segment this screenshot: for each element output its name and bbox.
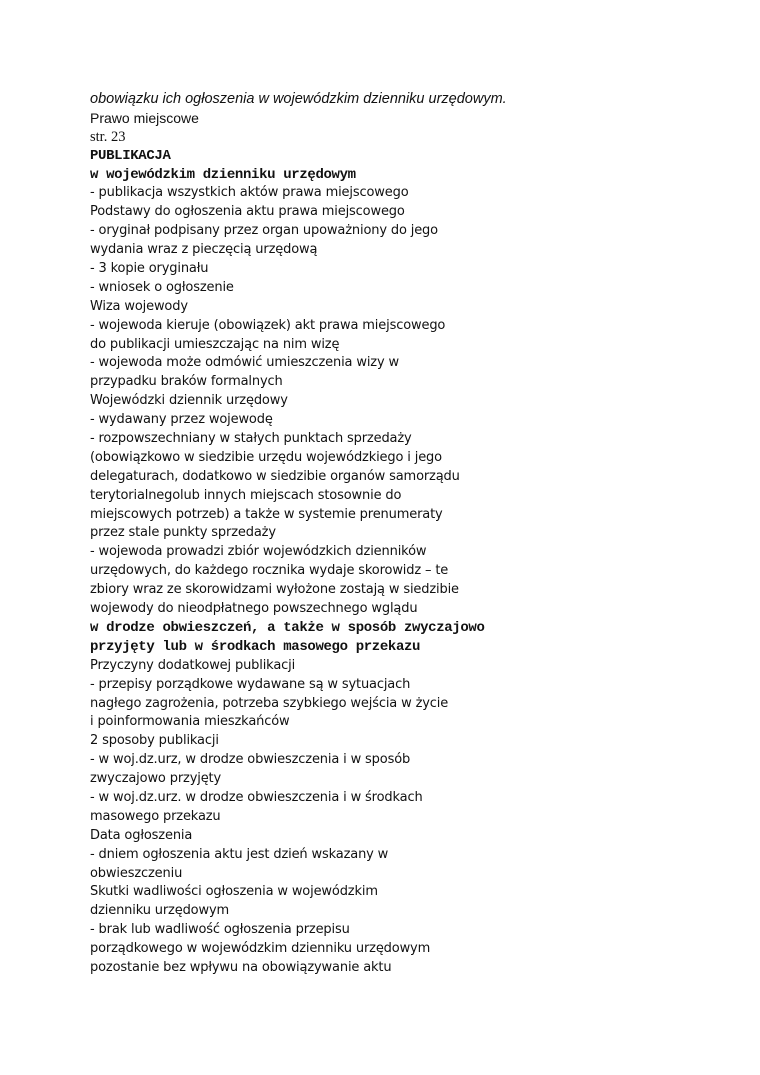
text-line: terytorialnegolub innych miejscach stosownie do (90, 487, 402, 503)
text-line: przypadku braków formalnych (90, 374, 283, 390)
text-line: obwieszczeniu (90, 865, 183, 881)
text-line: zbiory wraz ze skorowidzami wyłożone zostają w siedzibie (90, 582, 459, 598)
text-line: i poinformowania mieszkańców (90, 714, 290, 730)
text-line: urzędowych, do każdego rocznika wydaje skorowidz – te (90, 563, 449, 579)
section-heading-line: w wojewódzkim dzienniku urzędowym (90, 166, 356, 183)
text-line: wydania wraz z pieczęcią urzędową (90, 242, 318, 258)
text-line: - wojewoda może odmówić umieszczenia wizy w (90, 355, 399, 371)
text-line: Przyczyny dodatkowej publikacji (90, 657, 296, 673)
italic-text-line: obowiązku ich ogłoszenia w wojewódzkim dzienniku urzędowym. (90, 91, 507, 107)
text-line: - wojewoda kieruje (obowiązek) akt prawa miejscowego (90, 317, 446, 333)
text-line: - rozpowszechniany w stałych punktach sprzedaży (90, 431, 412, 447)
text-line: nagłego zagrożenia, potrzeba szybkiego wejścia w życie (90, 695, 449, 711)
text-line: - w woj.dz.urz. w drodze obwieszczenia i w środkach (90, 789, 423, 805)
document-page (90, 90, 690, 978)
text-line: 2 sposoby publikacji (90, 733, 219, 749)
text-line: - oryginał podpisany przez organ upoważniony do jego (90, 223, 438, 239)
text-line: (obowiązkowo w siedzibie urzędu wojewódzkiego i jego (90, 449, 442, 465)
text-line: - wydawany przez wojewodę (90, 412, 273, 428)
text-line: Data ogłoszenia (90, 827, 193, 843)
text-line: wojewody do nieodpłatnego powszechnego wglądu (90, 601, 418, 617)
text-line: masowego przekazu (90, 808, 221, 824)
text-line: - dniem ogłoszenia aktu jest dzień wskazany w (90, 846, 389, 862)
text-line: porządkowego w wojewódzkim dzienniku urzędowym (90, 941, 431, 957)
page-number-line: str. 23 (90, 128, 126, 145)
text-line: - przepisy porządkowe wydawane są w sytuacjach (90, 676, 411, 692)
text-line: zwyczajowo przyjęty (90, 771, 222, 787)
text-line: - publikacja wszystkich aktów prawa miejscowego (90, 185, 409, 201)
section-heading-line: przyjęty lub w środkach masowego przekazu (90, 638, 421, 655)
text-line: Podstawy do ogłoszenia aktu prawa miejscowego (90, 204, 405, 220)
text-line: Wojewódzki dziennik urzędowy (90, 393, 288, 409)
section-heading-line: PUBLIKACJA (90, 147, 171, 164)
section-heading-line: w drodze obwieszczeń, a także w sposób zwyczajowo (90, 619, 485, 636)
text-line: Skutki wadliwości ogłoszenia w wojewódzkim (90, 884, 378, 900)
text-line: przez stale punkty sprzedaży (90, 525, 276, 541)
text-line: - wojewoda prowadzi zbiór wojewódzkich dzienników (90, 544, 427, 560)
text-line: - 3 kopie oryginału (90, 261, 209, 277)
text-line: miejscowych potrzeb) a także w systemie prenumeraty (90, 506, 443, 522)
text-line: pozostanie bez wpływu na obowiązywanie aktu (90, 959, 392, 975)
text-line: dzienniku urzędowym (90, 903, 230, 919)
text-line: Prawo miejscowe (90, 109, 199, 126)
text-line: - wniosek o ogłoszenie (90, 279, 234, 295)
text-line: Wiza wojewody (90, 298, 188, 314)
text-line: do publikacji umieszczając na nim wizę (90, 336, 340, 352)
text-line: - brak lub wadliwość ogłoszenia przepisu (90, 922, 350, 938)
text-line: - w woj.dz.urz, w drodze obwieszczenia i w sposób (90, 752, 411, 768)
text-line: delegaturach, dodatkowo w siedzibie organów samorządu (90, 468, 460, 484)
